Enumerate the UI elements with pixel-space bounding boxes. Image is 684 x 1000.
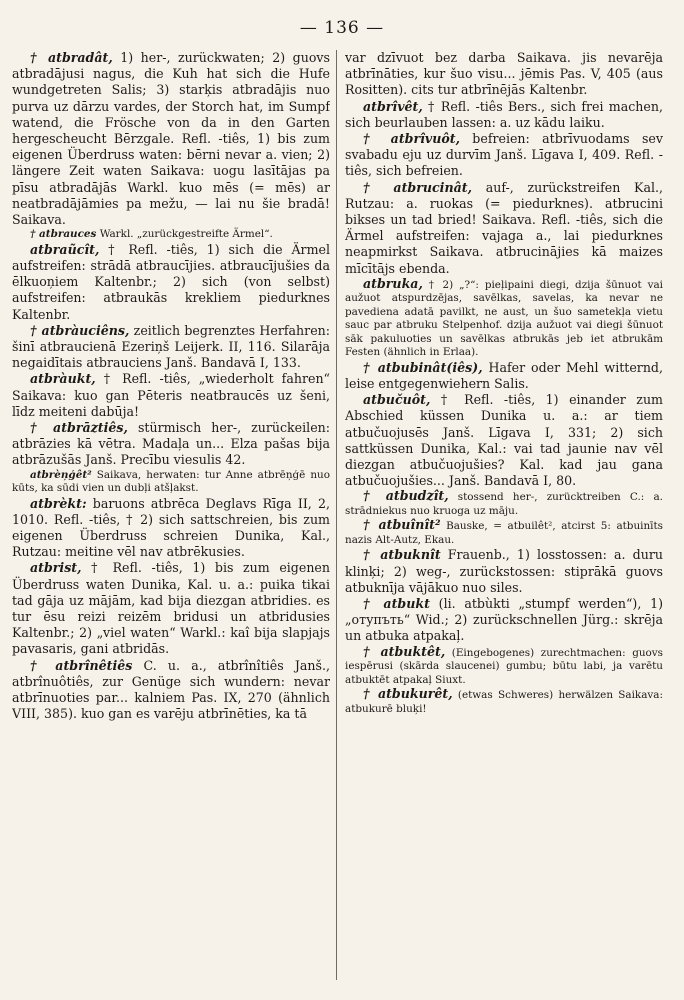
dictionary-entry — [345, 277, 663, 360]
headword: † atbuînît² — [363, 517, 441, 533]
dictionary-entry — [345, 360, 663, 392]
headword: † atbrucinât, — [363, 179, 472, 195]
entry-text: stürmisch her-, zurückeilen: atbrāzies kā vētra. Madaļa un... Elza pašas bija atbrāzušās Janš. Precību viesulis 42. — [12, 419, 330, 468]
headword: † atbuktêt, — [363, 643, 446, 659]
right-column — [345, 50, 663, 990]
entry-text: (li. atbùkti „stumpf werden“), 1) „отупъть“ Wid.; 2) zurückschnellen Jürg.: skrēja un atbuka atpakaļ. — [345, 596, 663, 644]
entry-text: var dzīvuot bez darba Saikava. jis nevarēja atbrīnāties, kur šuo visu... jēmis Pas. V, 405 (aus Rositten). cits tur atbrīnējās Kaltenbr. — [345, 50, 663, 98]
entry-text: C. u. a., atbrînîtiês Janš., atbrînuôtiês, zur Genüge sich wundern: nevar atbrīnuoties par... kalniem Pas. IX, 270 (ähnlich VIII, 385). kuo gan es varēju atbrīnēties, ka tā — [12, 657, 330, 722]
entry-text: zeitlich begrenztes Herfahren: šinī atbraucienā Ezeriņš Leijerk. II, 116. Silarāja negaidītais atbrauciens Janš. Bandavā I, 133. — [12, 322, 330, 371]
dictionary-entry — [12, 371, 330, 420]
headword: atbraũcît, — [30, 241, 100, 257]
headword: † atbukt — [363, 596, 430, 612]
entry-text: 1) her-, zurückwaten; 2) guovs atbradājusi nagus, die Kuh hat sich die Hufe wundgetreten Salis; 3) starķis atbradājis nuo purva uz dārzu vardes, der Storch hat, im Sumpf watend, die Frösche von da in den Garten hergescheucht Bērzgale. Refl. -tiês, 1) bis zum eigenen Überdruss waten: bērni nevar a. vien; 2) längere Zeit waten Saikava: uogu lasītājas pa pīsu atbradājās Warkl. kuo mēs (= mēs) ar neatbradājāmies pa mežu, — lai nu šie bradā! Saikava. — [12, 50, 330, 228]
entry-text: (etwas Schweres) herwälzen Saikava: atbukurē bluķi! — [345, 689, 663, 715]
headword: † atbukurêt, — [363, 686, 453, 702]
dictionary-entry — [345, 645, 663, 688]
left-column — [12, 50, 330, 990]
column-divider — [336, 50, 337, 980]
dictionary-entry — [12, 658, 330, 723]
headword: atbruka, — [363, 275, 423, 291]
entry-text: † Refl. -tiês, „wiederholt fahren“ Saikava: kuo gan Pēteris neatbraucēs uz šeni, līdz meiteni dabūja! — [12, 371, 330, 419]
entry-text: † Refl. -tiês, 1) einander zum Abschied küssen Dunika u. a.: ar tiem atbučuojusēs Janš. Līgava I, 331; 2) sich sattküssen Dunika, Kal.: vai tad jaunie nav vēl diezgan atbučuojušies? Kal. kad jau gana atbučuojušies... Janš. Bandavā I, 80. — [345, 392, 663, 489]
dictionary-entry — [12, 242, 330, 323]
dictionary-entry — [12, 469, 330, 496]
dictionary-entry — [345, 596, 663, 645]
dictionary-entry — [345, 518, 663, 547]
headword: † atbràuciêns, — [30, 322, 130, 338]
entry-text: Bauske, = atbuilêt², atcirst 5: atbuinīts nazis Alt-Autz, Ekau. — [345, 520, 663, 546]
entry-text: † Refl. -tiês Bers., sich frei machen, sich beurlauben lassen: a. uz kādu laiku. — [345, 98, 663, 130]
dictionary-entry — [345, 547, 663, 596]
dictionary-entry — [345, 687, 663, 716]
entry-text: † Refl. -tiês, 1) bis zum eigenen Überdruss waten Dunika, Kal. u. a.: puika tikai tad gāja uz mājām, kad bija diezgan atbridies. es tur ēsu reizi reizēm bridusi un atbridusies Kaltenbr.; 2) „viel waten“ Warkl.: kaî bija slapjajs pavasaris, gani atbridās. — [12, 560, 330, 657]
entry-text: (Eingebogenes) zurechtmachen: guovs iespērusi (skārda slaucenei) gumbu; būtu labi, ja varētu atbuktēt atpakaļ Siuxt. — [345, 646, 663, 686]
headword: † atbrîvuôt, — [363, 131, 460, 147]
dictionary-entry — [12, 560, 330, 657]
dictionary-entry — [12, 323, 330, 372]
dictionary-entry — [12, 420, 330, 469]
entry-text: Frauenb., 1) losstossen: a. duru klinķi; 2) weg-, zurückstossen: stiprākā guovs atbuknīja vājākuo nuo siles. — [345, 547, 663, 595]
entry-text: Hafer oder Mehl witternd, leise entgegenwiehern Salis. — [345, 359, 663, 392]
dictionary-entry — [345, 131, 663, 180]
dictionary-entry — [12, 496, 330, 561]
dictionary-entry — [12, 50, 330, 228]
headword: atbrèņģêt² — [30, 468, 92, 481]
entry-text: stossend her-, zurücktreiben C.: a. strādniekus nuo kruoga uz māju. — [345, 491, 663, 517]
headword: atbučuôt, — [363, 392, 431, 408]
headword: atbrîvêt, — [363, 98, 423, 114]
entry-text: Saikava, herwaten: tur Anne atbrēņģē nuo kūts, ka sūdi vien un dubļi atšļakst. — [12, 468, 330, 495]
entry-text: † Refl. -tiês, 1) sich die Ärmel aufstreifen: strādā atbraucījies. atbraucījušies da ēlkuoņiem Kaltenbr.; 2) sich (von selbst) aufstreifen: atbraukās krekliem piedurknes Kaltenbr. — [12, 241, 330, 322]
headword: † atbudzît, — [363, 488, 449, 504]
headword: † atbuknît — [363, 547, 441, 563]
dictionary-entry — [12, 228, 330, 242]
headword: † atbradât, — [30, 50, 113, 65]
headword: atbrist, — [30, 560, 82, 576]
dictionary-entry — [345, 50, 663, 99]
entry-text: baruons atbrēca Deglavs Rīga II, 2, 1010. Refl. -tiês, † 2) sich sattschreien, bis zum eigenen Überdruss schreien Dunika, Kal., Rutzau: meitine vēl nav atbrēkusies. — [12, 495, 330, 560]
dictionary-entry — [345, 99, 663, 131]
entry-text: auf-, zurückstreifen Kal., Rutzau: a. ruokas (= piedurknes). atbrucini bikses un tad bried! Saikava. Refl. -tiês, sich die Ärmel aufstreifen: vajaga a., lai piedurknes neapmirkst Saikava. atbrucinājies kā maizes mīcītājs ebenda. — [345, 179, 663, 276]
page-number: — 136 — — [299, 18, 385, 38]
entry-text: befreien: atbrīvuodams sev svabadu eju uz durvīm Janš. Līgava I, 409. Refl. -tiês, sich befreien. — [345, 131, 663, 179]
headword: † atbrînêtiês — [30, 657, 133, 673]
dictionary-entry — [345, 392, 663, 489]
entry-text: Warkl. „zurückgestreifte Ärmel“. — [96, 228, 273, 241]
headword: atbrèkt: — [30, 495, 87, 511]
headword: † atbrauces — [30, 228, 97, 241]
headword: † atbubinât(iês), — [363, 359, 483, 375]
dictionary-entry — [345, 180, 663, 277]
dictionary-entry — [345, 489, 663, 518]
headword: † atbrāztiês, — [30, 419, 128, 435]
entry-text: † 2) „?“: pieļipaini diegi, dzija šūnuot vai aužuot atspurdzējas, savēlkas, savelas, ka nevar ne pavediena adatā pavilkt, ne aust, un šuo sametekļa vietu sauc par atbruku Stelpenhof. dzija aužuot vai diegi šūnuot sāk pakuluoties un savēlkas atbrukās jeb iet atbrukām Festen (ähnlich in Erlaa). — [345, 278, 663, 359]
headword: atbràukt, — [30, 371, 96, 387]
